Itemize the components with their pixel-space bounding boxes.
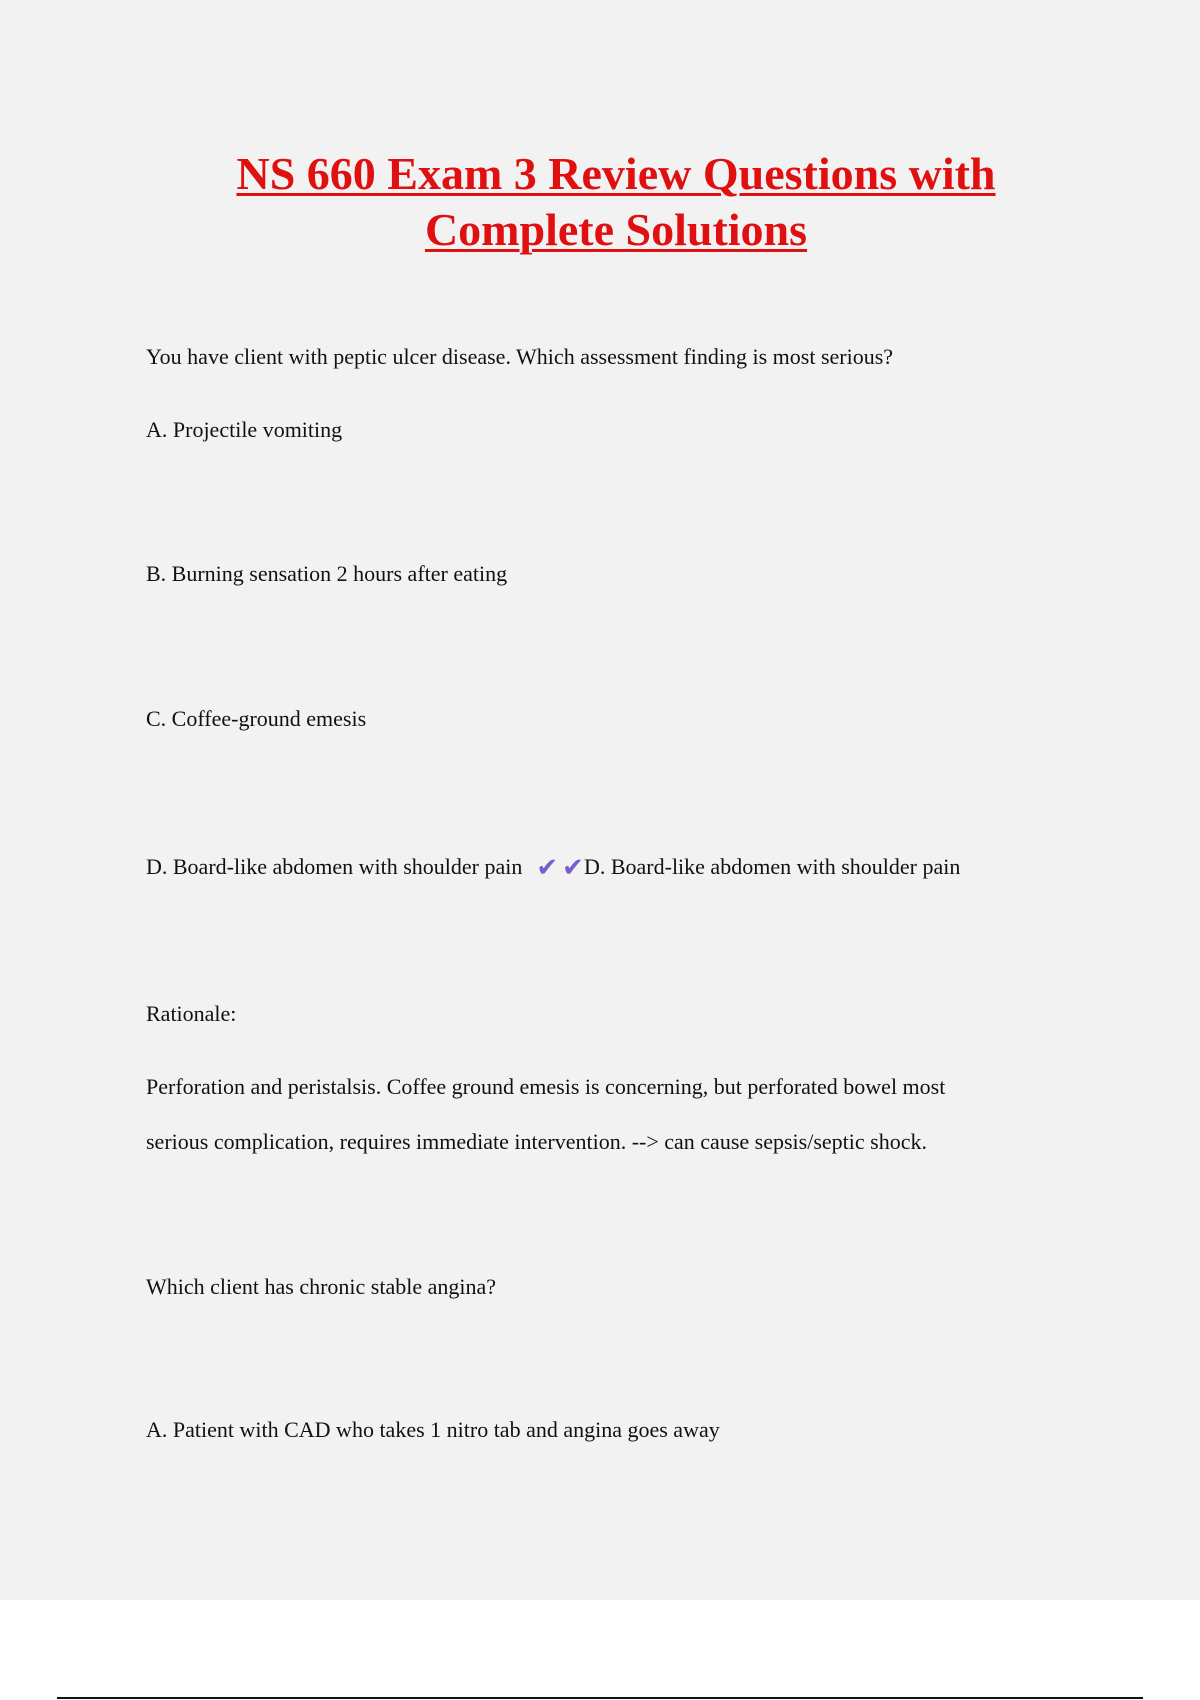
question-2-option-a: A. Patient with CAD who takes 1 nitro tab and angina goes away — [146, 1417, 720, 1442]
rationale-text-line-1: Perforation and peristalsis. Coffee ground emesis is concerning, but perforated bowel most — [146, 1074, 946, 1099]
question-1-prompt: You have client with peptic ulcer disease. Which assessment finding is most serious? — [146, 344, 894, 369]
rationale-text-line-2: serious complication, requires immediate intervention. --> can cause sepsis/septic shock. — [146, 1129, 927, 1154]
question-1-option-d: D. Board-like abdomen with shoulder pain — [146, 854, 523, 879]
footer-divider — [57, 1697, 1143, 1699]
rationale-label: Rationale: — [146, 1001, 237, 1026]
check-mark-icon: ✔ — [562, 853, 584, 882]
question-1-option-b: B. Burning sensation 2 hours after eating — [146, 561, 508, 586]
question-1-option-a: A. Projectile vomiting — [146, 417, 343, 442]
question-2-prompt: Which client has chronic stable angina? — [146, 1274, 497, 1299]
title-line-1: NS 660 Exam 3 Review Questions with — [236, 148, 996, 199]
check-mark-icon: ✔ — [536, 853, 559, 882]
title-line-2: Complete Solutions — [424, 204, 808, 255]
question-1-option-c: C. Coffee-ground emesis — [146, 706, 367, 731]
document-title — [0, 146, 1200, 258]
question-1-answer: D. Board-like abdomen with shoulder pain — [583, 854, 961, 879]
question-1-option-d-row — [146, 853, 960, 882]
